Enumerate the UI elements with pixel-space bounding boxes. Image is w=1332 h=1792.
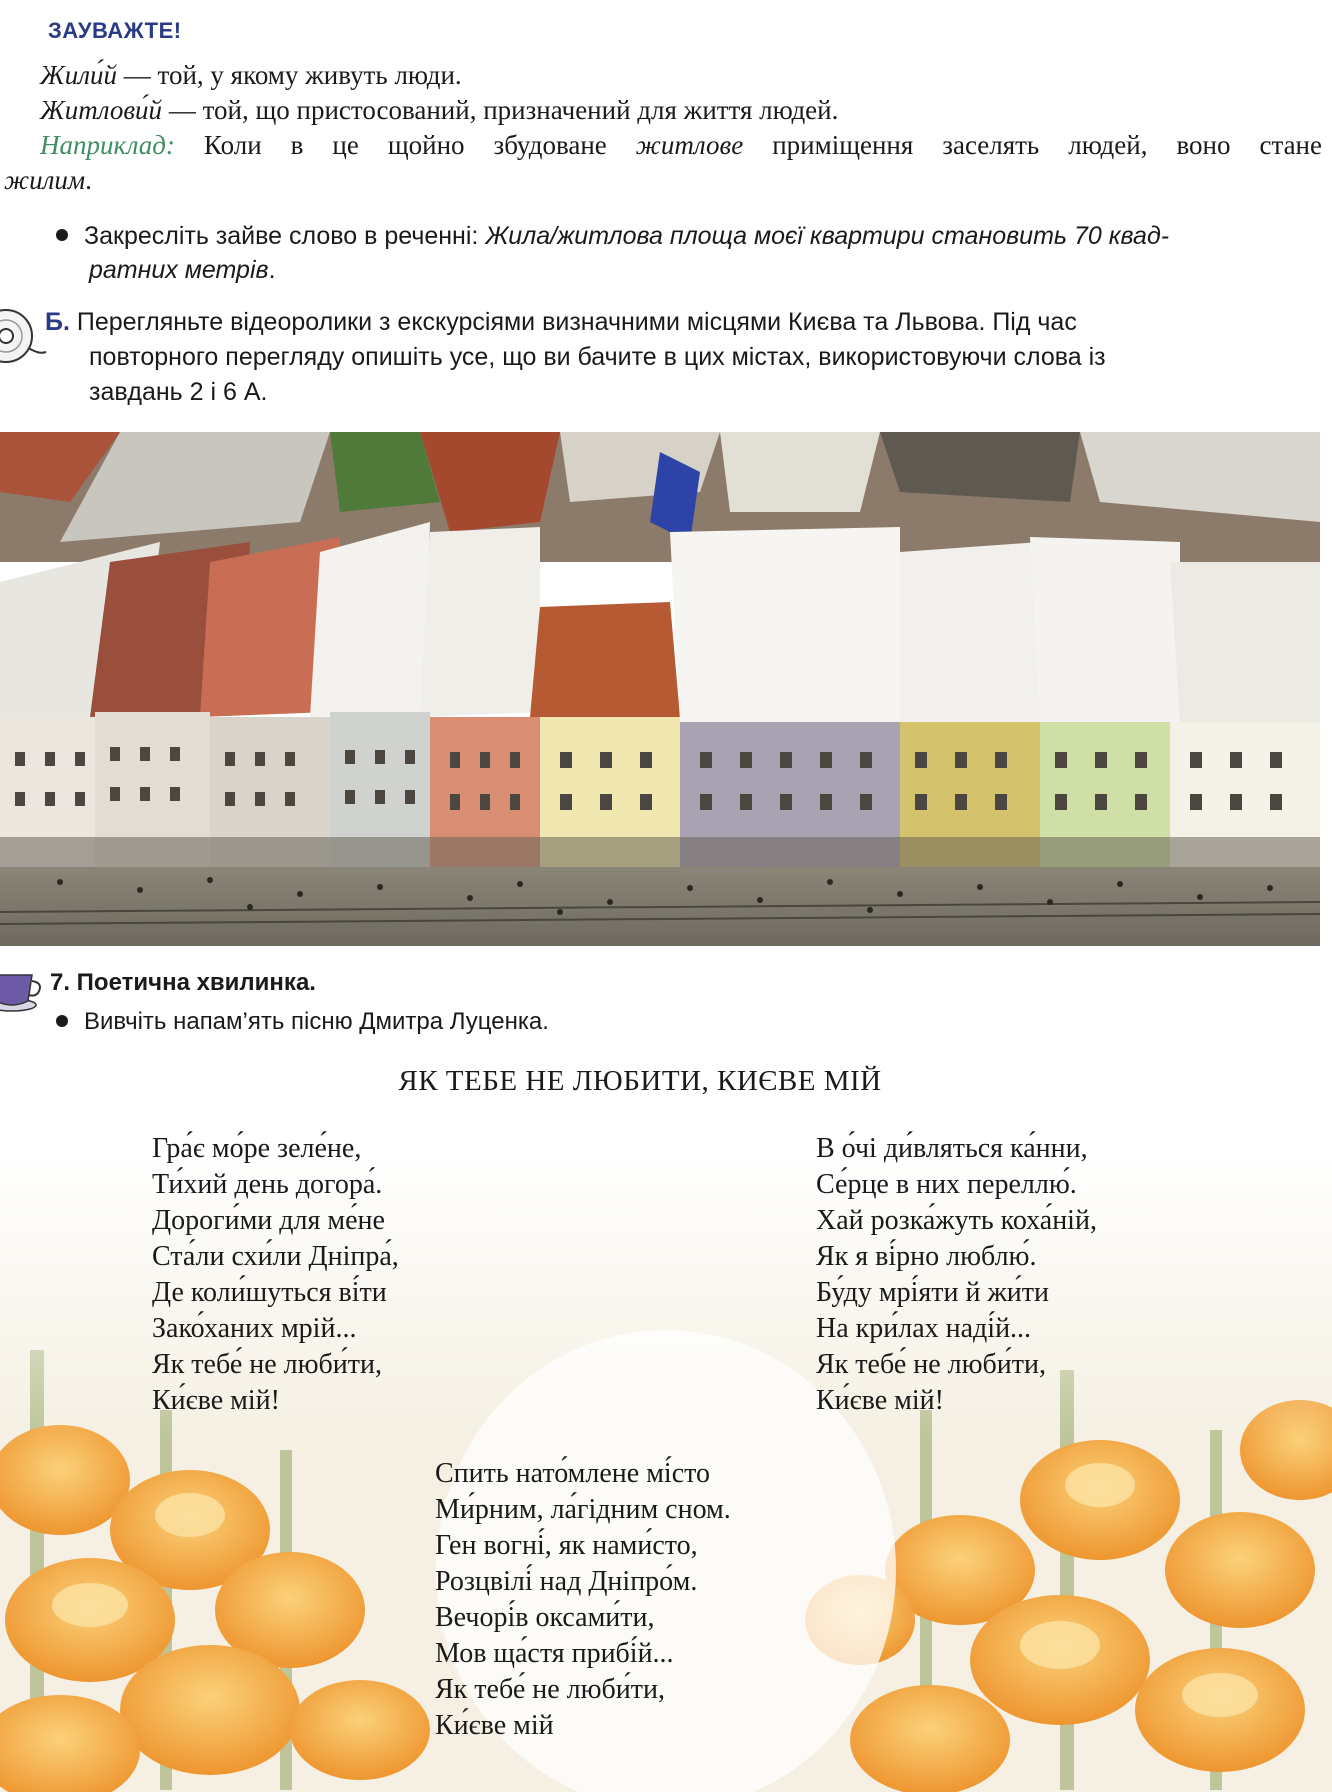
poem-line: Ки́єве мій	[435, 1710, 554, 1741]
example-line-continued	[4, 163, 92, 198]
poem-line: Бу́ду мрі́яти й жи́ти	[816, 1277, 1049, 1308]
definition-zhytlovyi	[40, 93, 838, 128]
example-word2: жилим	[4, 165, 86, 195]
poem-line: Мов ща́стя прибі́й...	[435, 1638, 674, 1669]
poem-line: Розцвілі́ над Дніпро́м.	[435, 1566, 698, 1597]
def1-text: — той, у якому живуть люди.	[117, 60, 462, 90]
poem-line: Хай розка́жуть коха́ній,	[816, 1205, 1097, 1236]
poem-line: Ген вогні́, як нами́сто,	[435, 1530, 698, 1561]
bullet-icon	[56, 229, 68, 241]
cross-out-sentence-a: Жила/житлова площа моєї квартири становить 70 квад-	[485, 222, 1170, 250]
example-text-a: Коли в це щойно збудоване	[174, 130, 636, 160]
teacup-icon	[0, 965, 46, 1015]
example-text-b: приміщення заселять людей, воно стане	[743, 130, 1322, 160]
def2-text: — той, що пристосований, призначений для життя людей.	[162, 95, 839, 125]
poem-line: Ки́єве мій!	[816, 1385, 944, 1416]
poem-line: Як тебе́ не люби́ти,	[816, 1349, 1047, 1380]
example-label: Наприклад:	[40, 130, 175, 160]
def1-word: Жили́й	[40, 60, 118, 90]
poem-line: Ти́хий день догора́.	[152, 1169, 383, 1200]
lviv-square-photo	[0, 432, 1320, 946]
cd-disc-icon	[0, 308, 48, 364]
task-b-line1-text: Перегляньте відеоролики з екскурсіями визначними місцями Києва та Львова. Під час	[69, 308, 1077, 336]
poem-line: Ки́єве мій!	[152, 1385, 280, 1416]
poem-line: Гра́є мо́ре зеле́не,	[152, 1133, 362, 1164]
cross-out-task-continued	[89, 253, 276, 287]
poem-line: Се́рце в них переллю́.	[816, 1169, 1077, 1200]
poem-line: Зако́ханих мрій...	[152, 1313, 357, 1344]
poem-line: Спить нато́млене мі́сто	[435, 1458, 710, 1489]
poem-stanza-3	[435, 1456, 731, 1744]
poem-line: Вечорі́в оксами́ти,	[435, 1602, 655, 1633]
poem-line: Ми́рним, ла́гідним сном.	[435, 1494, 731, 1525]
task-7-instruction	[56, 1005, 549, 1039]
poem-title: ЯК ТЕБЕ НЕ ЛЮБИТИ, КИЄВЕ МІЙ	[398, 1065, 882, 1097]
example-end: .	[85, 165, 92, 195]
task-7-title: 7. Поетична хвилинка.	[50, 969, 316, 996]
poem-line: Як тебе́ не люби́ти,	[152, 1349, 383, 1380]
poem-line: На кри́лах наді́й...	[816, 1313, 1032, 1344]
poem-stanza-2	[816, 1131, 1097, 1419]
task-7-bullet-text: Вивчіть напам’ять пісню Дмитра Луценка.	[84, 1008, 549, 1035]
definition-zhylyi	[40, 58, 462, 93]
poem-line: Ста́ли схи́ли Дніпра́,	[152, 1241, 399, 1272]
task-b-line-1	[45, 305, 1325, 340]
note-title: ЗАУВАЖТЕ!	[48, 18, 182, 43]
poem-line: Дороги́ми для ме́не	[152, 1205, 385, 1236]
example-word1: житлове	[635, 130, 744, 160]
poem-line: В о́чі ди́вляться ка́нни,	[816, 1133, 1088, 1164]
poem-line: Як я ві́рно люблю́.	[816, 1241, 1037, 1272]
task-b-line-3: завдань 2 і 6 А.	[89, 378, 268, 406]
def2-word: Житлови́й	[40, 95, 163, 125]
bullet-icon	[56, 1015, 68, 1027]
task-b-letter: Б.	[45, 308, 70, 336]
poem-line: Де коли́шуться ві́ти	[152, 1277, 387, 1308]
example-line	[40, 128, 1322, 163]
cross-out-prefix: Закресліть зайве слово в реченні:	[84, 222, 486, 250]
task-b-line-2: повторного перегляду опишіть усе, що ви бачите в цих містах, використовуючи слова із	[89, 343, 1106, 371]
cross-out-end: .	[268, 256, 276, 284]
poem-stanza-1	[152, 1131, 399, 1419]
task-b	[45, 305, 1325, 410]
poem-line: Як тебе́ не люби́ти,	[435, 1674, 666, 1705]
cross-out-task	[56, 219, 1326, 253]
cross-out-sentence-b: ратних метрів	[89, 256, 269, 284]
